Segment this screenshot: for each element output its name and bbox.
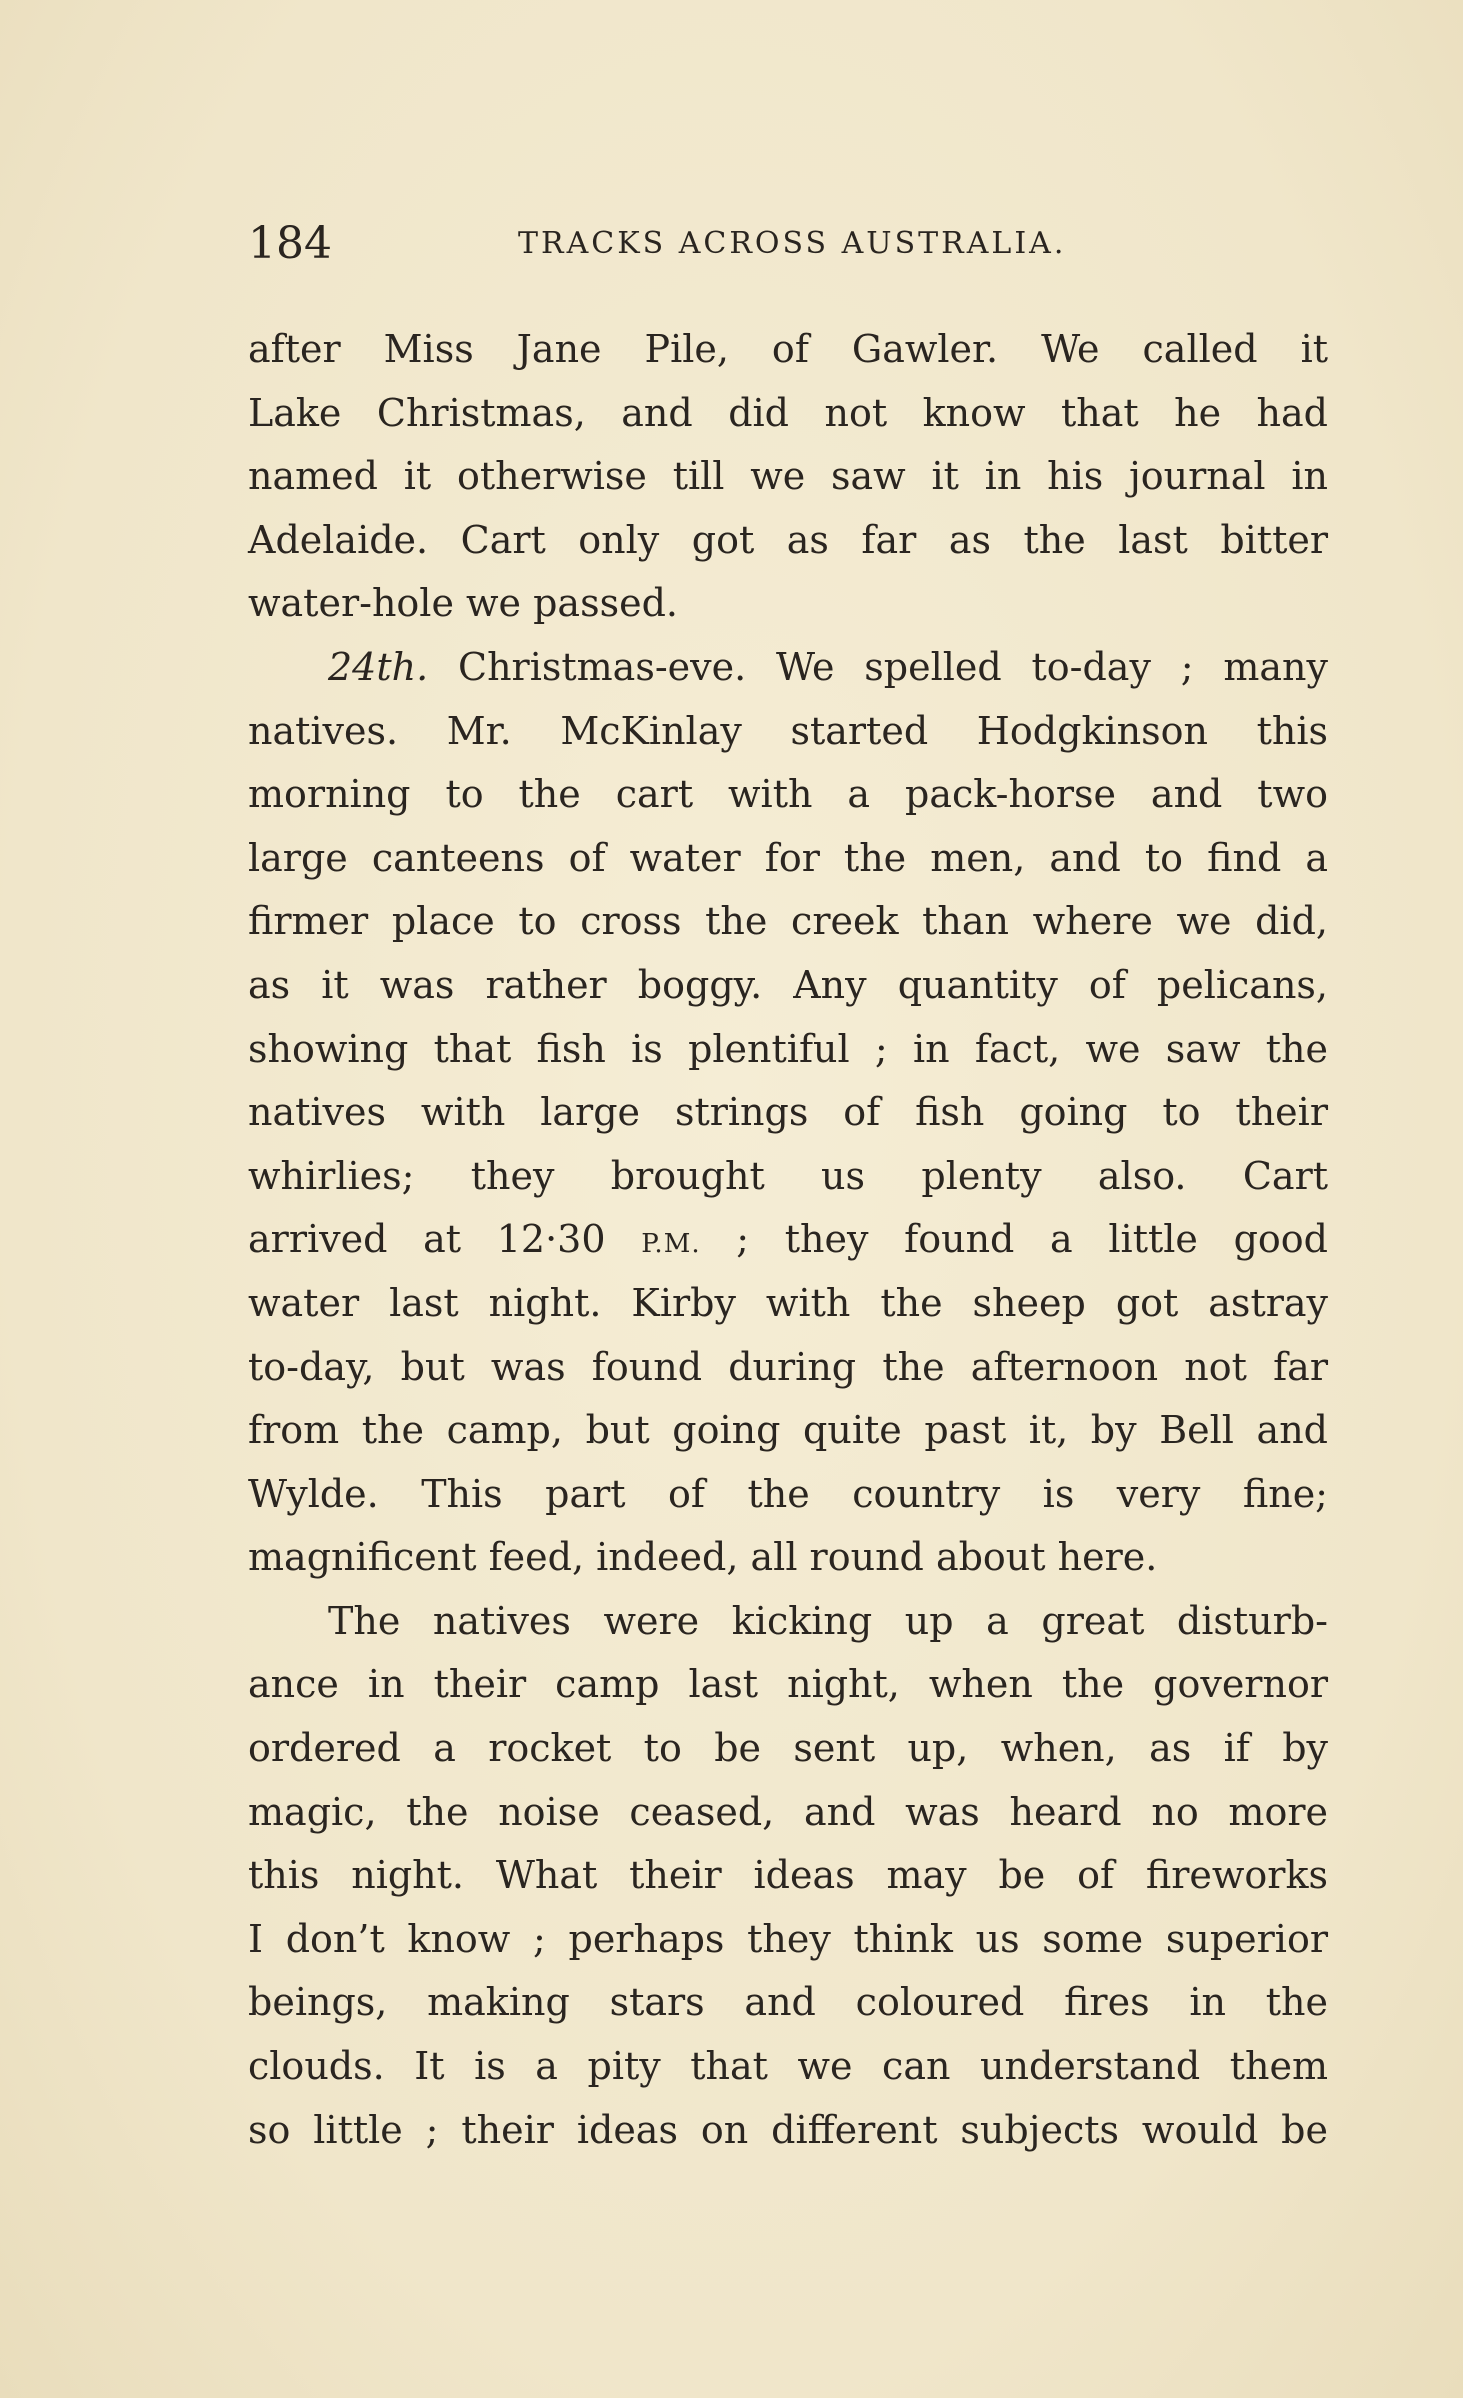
text-line: whirlies; they brought us plenty also. Cart xyxy=(248,1153,1328,1198)
page-header xyxy=(248,214,1328,274)
text-line: magic, the noise ceased, and was heard no more xyxy=(248,1789,1328,1834)
text-line: Wylde. This part of the country is very fine; xyxy=(248,1471,1328,1516)
text-line: Lake Christmas, and did not know that he had xyxy=(248,390,1328,435)
text-line: natives. Mr. McKinlay started Hodgkinson this xyxy=(248,708,1328,753)
text-line: showing that fish is plentiful ; in fact, we saw the xyxy=(248,1026,1328,1071)
date-24th: 24th. xyxy=(328,644,429,689)
text-line: ance in their camp last night, when the governor xyxy=(248,1662,1328,1707)
text-span: arrived at 12·30 xyxy=(248,1217,606,1262)
text-line: large canteens of water for the men, and to find a xyxy=(248,835,1328,880)
text-line: Adelaide. Cart only got as far as the last bitter xyxy=(248,517,1328,562)
text-line xyxy=(248,1208,1328,1272)
text-line: natives with large strings of fish going to their xyxy=(248,1090,1328,1135)
text-span: ; they found a little good xyxy=(736,1217,1328,1262)
text-line: as it was rather boggy. Any quantity of pelicans, xyxy=(248,962,1328,1007)
page-number: 184 xyxy=(248,218,332,269)
text-line: The natives were kicking up a great disturb- xyxy=(328,1598,1328,1643)
text-line: I don’t know ; perhaps they think us some superior xyxy=(248,1916,1328,1961)
text-line: clouds. It is a pity that we can understand them xyxy=(248,2044,1328,2089)
text-line: water-hole we passed. xyxy=(248,581,678,626)
text-line: so little ; their ideas on different subjects would be xyxy=(248,2107,1328,2152)
text-line: water last night. Kirby with the sheep got astray xyxy=(248,1280,1328,1325)
text-line: named it otherwise till we saw it in his journal in xyxy=(248,454,1328,499)
text-line: this night. What their ideas may be of fireworks xyxy=(248,1853,1328,1898)
text-line: beings, making stars and coloured fires in the xyxy=(248,1980,1328,2025)
body-text xyxy=(248,318,1328,2162)
text-line: magnificent feed, indeed, all round about here. xyxy=(248,1535,1158,1580)
running-head: TRACKS ACROSS AUSTRALIA. xyxy=(518,226,1067,261)
pm-label: P.M. xyxy=(641,1229,701,1260)
text-line: to-day, but was found during the afternoon not far xyxy=(248,1344,1328,1389)
text-line xyxy=(248,636,1328,700)
text-line: morning to the cart with a pack-horse and two xyxy=(248,772,1328,817)
text-span: Christmas-eve. We spelled to-day ; many xyxy=(458,644,1328,689)
text-line: after Miss Jane Pile, of Gawler. We called it xyxy=(248,327,1328,371)
text-line: firmer place to cross the creek than where we did, xyxy=(248,899,1328,944)
text-line: from the camp, but going quite past it, by Bell and xyxy=(248,1408,1328,1453)
text-line: ordered a rocket to be sent up, when, as if by xyxy=(248,1726,1328,1771)
